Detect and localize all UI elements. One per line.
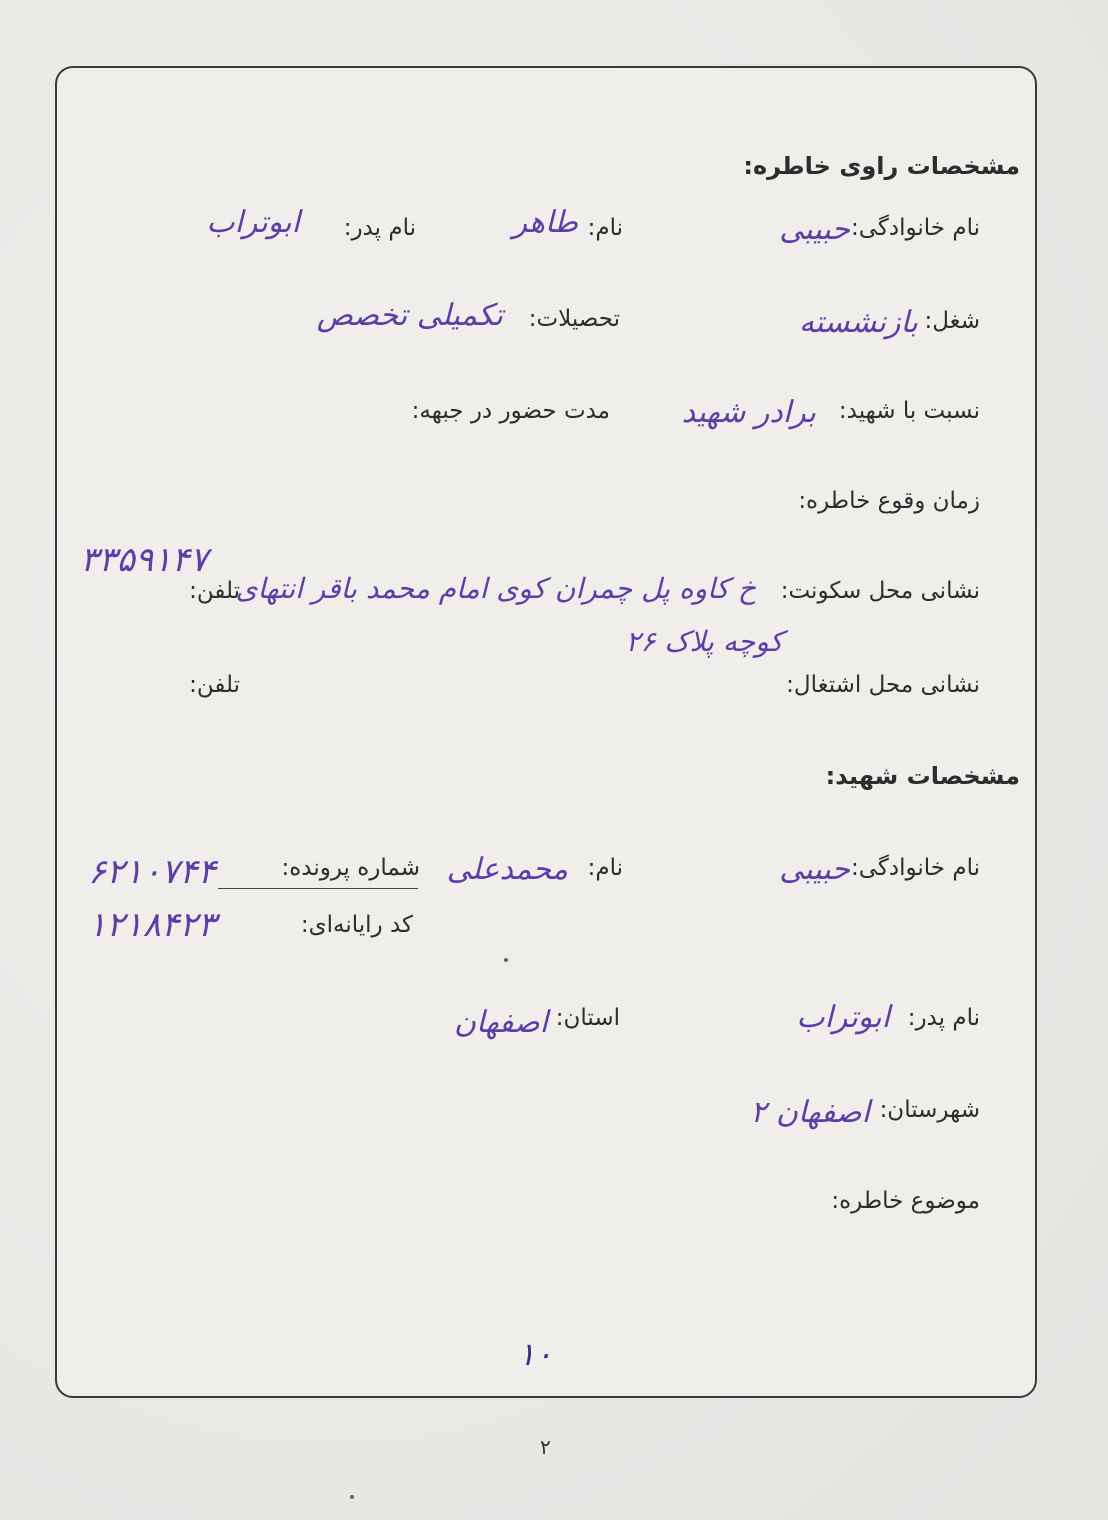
narrator-relation-value: برادر شهید bbox=[681, 395, 816, 430]
martyr-province-label: استان: bbox=[555, 1005, 620, 1031]
narrator-job-label: شغل: bbox=[924, 308, 980, 334]
martyr-name-label: نام: bbox=[587, 855, 623, 881]
handwritten-page-number: ۱۰ bbox=[518, 1335, 553, 1373]
narrator-job-value: بازنشسته bbox=[799, 305, 918, 340]
narrator-heading: مشخصات راوی خاطره: bbox=[743, 152, 1020, 180]
martyr-heading: مشخصات شهید: bbox=[825, 762, 1020, 790]
martyr-file-value: ۶۲۱۰۷۴۴ bbox=[88, 852, 216, 892]
narrator-phone-value: ۳۳۵۹۱۴۷ bbox=[80, 540, 208, 580]
narrator-family-label: نام خانوادگی: bbox=[851, 215, 980, 241]
martyr-family-label: نام خانوادگی: bbox=[851, 855, 980, 881]
speck bbox=[350, 1495, 354, 1499]
narrator-education-label: تحصیلات: bbox=[528, 306, 620, 332]
narrator-front-label: مدت حضور در جبهه: bbox=[411, 398, 610, 424]
narrator-address-value: خ کاوه پل چمران کوی امام محمد باقر انتهای bbox=[235, 572, 756, 605]
file-number-underline bbox=[218, 888, 418, 889]
narrator-relation-label: نسبت با شهید: bbox=[838, 398, 980, 424]
martyr-family-value: حبیبی bbox=[779, 852, 850, 887]
speck bbox=[504, 958, 508, 962]
narrator-father-value: ابوتراب bbox=[206, 205, 300, 240]
martyr-province-value: اصفهان bbox=[454, 1005, 548, 1040]
narrator-family-value: حبیبی bbox=[779, 212, 850, 247]
narrator-education-value: تکمیلی تخصص bbox=[316, 298, 503, 333]
narrator-father-label: نام پدر: bbox=[343, 215, 416, 241]
narrator-work-phone-label: تلفن: bbox=[189, 672, 240, 698]
martyr-code-label: کد رایانه‌ای: bbox=[300, 912, 413, 938]
narrator-phone-label: تلفن: bbox=[189, 578, 240, 604]
martyr-name-value: محمدعلی bbox=[446, 852, 568, 887]
martyr-father-label: نام پدر: bbox=[907, 1005, 980, 1031]
martyr-code-value: ۱۲۱۸۴۲۳ bbox=[88, 905, 216, 945]
martyr-city-label: شهرستان: bbox=[879, 1097, 980, 1123]
martyr-subject-label: موضوع خاطره: bbox=[831, 1188, 980, 1214]
martyr-file-label: شماره پرونده: bbox=[281, 855, 420, 881]
page-number: ۲ bbox=[540, 1435, 551, 1459]
narrator-name-value: طاهر bbox=[512, 205, 578, 240]
narrator-address-value-2: کوچه پلاک ۲۶ bbox=[625, 625, 783, 658]
narrator-work-label: نشانی محل اشتغال: bbox=[786, 672, 980, 698]
narrator-name-label: نام: bbox=[587, 215, 623, 241]
narrator-address-label: نشانی محل سکونت: bbox=[780, 578, 980, 604]
martyr-father-value: ابوتراب bbox=[796, 1000, 890, 1035]
martyr-city-value: اصفهان ۲ bbox=[750, 1095, 870, 1130]
narrator-time-label: زمان وقوع خاطره: bbox=[798, 488, 980, 514]
